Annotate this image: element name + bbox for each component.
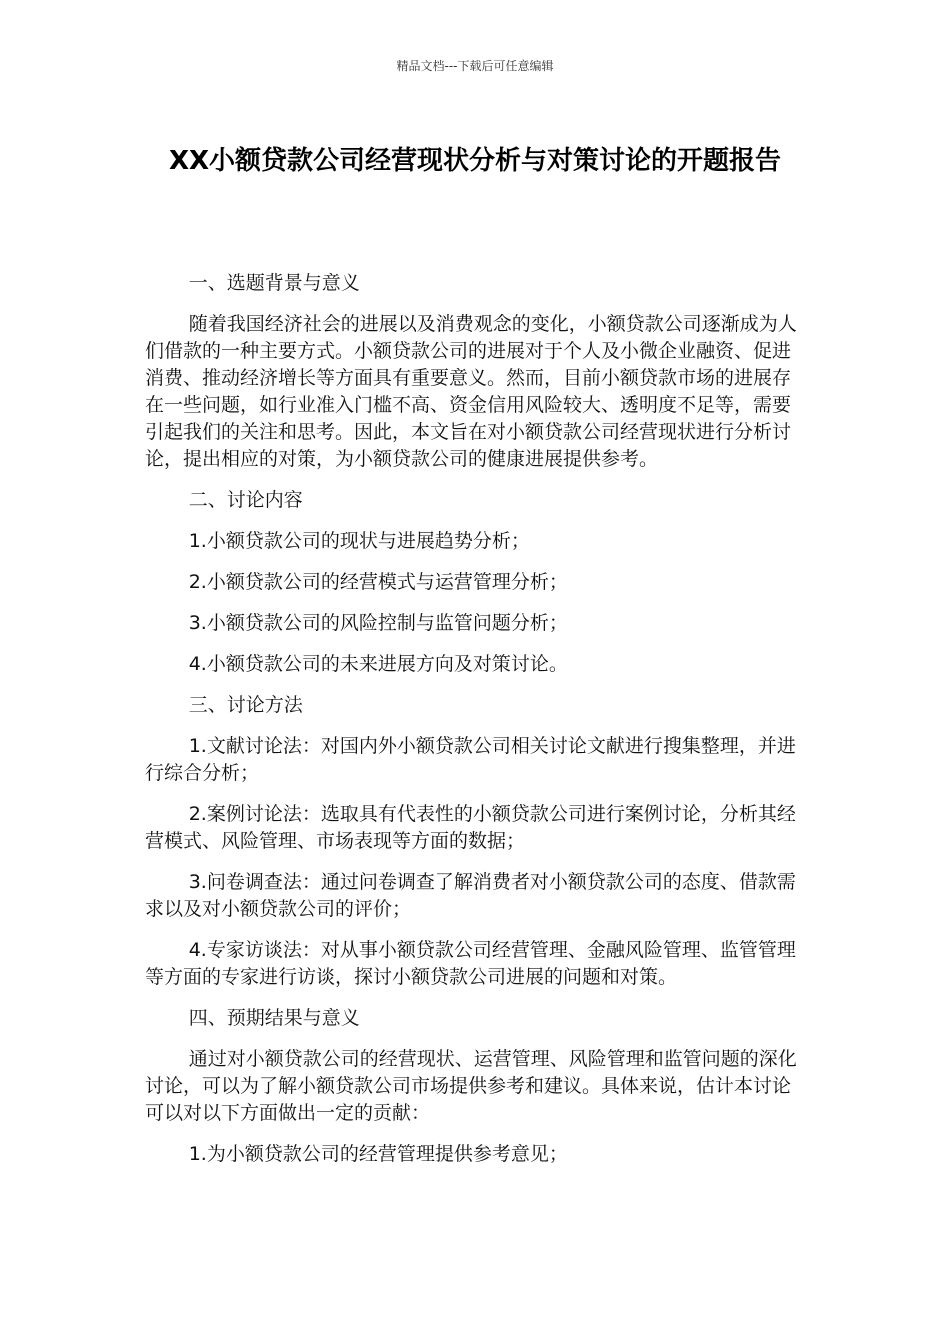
section-3-item-4: 4.专家访谈法：对从事小额贷款公司经营管理、金融风险管理、监管管理等方面的专家进行访谈，探讨小额贷款公司进展的问题和对策。	[145, 939, 796, 988]
section-3-item-1: 1.文献讨论法：对国内外小额贷款公司相关讨论文献进行搜集整理，并进行综合分析；	[145, 735, 796, 784]
section-2-heading: 二、讨论内容	[188, 489, 303, 511]
section-3-item-2: 2.案例讨论法：选取具有代表性的小额贷款公司进行案例讨论，分析其经营模式、风险管理、市场表现等方面的数据；	[145, 803, 796, 852]
section-4-heading: 四、预期结果与意义	[188, 1007, 360, 1029]
document-body	[145, 270, 801, 1182]
document-title: XX小额贷款公司经营现状分析与对策讨论的开题报告	[168, 146, 782, 176]
section-2-item-3: 3.小额贷款公司的风险控制与监管问题分析；	[188, 612, 568, 634]
section-4-paragraph: 通过对小额贷款公司的经营现状、运营管理、风险管理和监管问题的深化讨论，可以为了解小额贷款公司市场提供参考和建议。具体来说，估计本讨论可以对以下方面做出一定的贡献：	[145, 1048, 797, 1124]
section-2-item-4: 4.小额贷款公司的未来进展方向及对策讨论。	[188, 653, 568, 675]
section-1-heading: 一、选题背景与意义	[188, 272, 360, 294]
section-2-item-2: 2.小额贷款公司的经营模式与运营管理分析；	[188, 571, 568, 593]
section-4-item-1: 1.为小额贷款公司的经营管理提供参考意见；	[188, 1143, 568, 1165]
section-3-heading: 三、讨论方法	[188, 694, 303, 716]
section-2-item-1: 1.小额贷款公司的现状与进展趋势分析；	[188, 530, 530, 552]
header-watermark: 精品文档---下载后可任意编辑	[396, 59, 554, 73]
section-1-paragraph: 随着我国经济社会的进展以及消费观念的变化，小额贷款公司逐渐成为人们借款的一种主要方式。小额贷款公司的进展对于个人及小微企业融资、促进消费、推动经济增长等方面具有重要意义。然而，目前小额贷款市场的进展存在一些问题，如行业准入门槛不高、资金信用风险较大、透明度不足等，需要引起我们的关注和思考。因此，本文旨在对小额贷款公司经营现状进行分析讨论，提出相应的对策，为小额贷款公司的健康进展提供参考。	[145, 313, 797, 470]
section-3-item-3: 3.问卷调查法：通过问卷调查了解消费者对小额贷款公司的态度、借款需求以及对小额贷款公司的评价；	[145, 871, 796, 920]
